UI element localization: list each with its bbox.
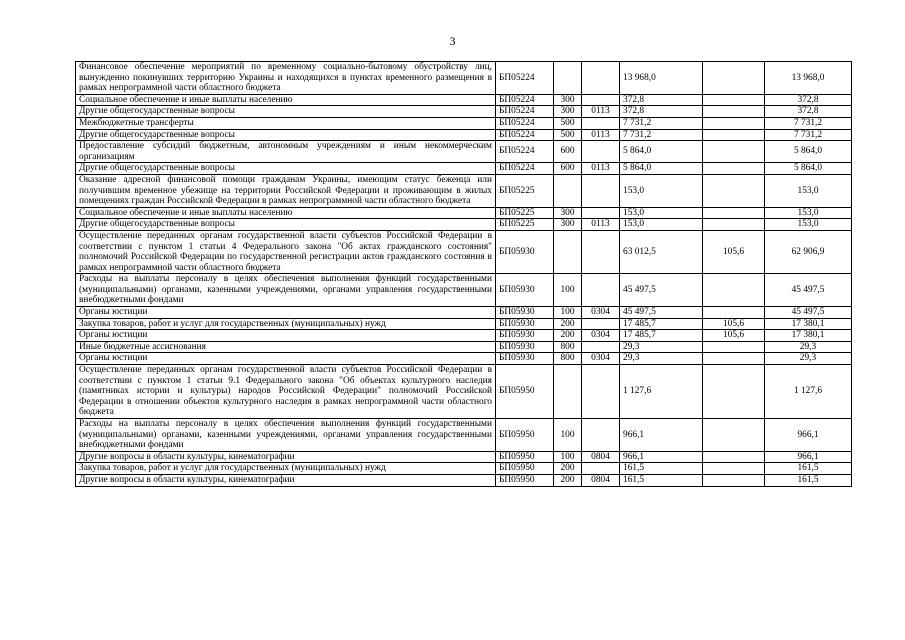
row-name: Оказание адресной финансовой помощи гражданам Украины, имеющим статус беженца или получившим временное убежище на территории Российской Федерации и проживающим в жилых помещениях граждан Российской Федерации в рамках непрограммной части областного бюджета [76,174,496,207]
expense-type: 100 [554,451,582,463]
target-code: БП05930 [496,341,554,353]
row-name: Органы юстиции [76,330,496,342]
federal-amount [703,94,765,106]
target-code: БП05930 [496,307,554,319]
total-amount: 966,1 [620,419,703,452]
table-row [76,207,852,219]
federal-amount [703,341,765,353]
expense-type: 500 [554,129,582,141]
row-name: Другие общегосударственные вопросы [76,129,496,141]
budget-table [75,61,852,487]
federal-amount [703,307,765,319]
section-code: 0113 [582,129,620,141]
federal-amount [703,117,765,129]
page-number: 3 [449,34,456,48]
total-amount: 161,5 [620,474,703,486]
target-code: БП05930 [496,230,554,273]
target-code: БП05930 [496,330,554,342]
federal-amount [703,141,765,163]
total-amount: 153,0 [620,174,703,207]
row-name: Социальное обеспечение и иные выплаты населению [76,207,496,219]
section-code [582,318,620,330]
federal-amount [703,474,765,486]
federal-amount [703,419,765,452]
target-code: БП05225 [496,174,554,207]
row-name: Другие вопросы в области культуры, кинематографии [76,474,496,486]
expense-type: 100 [554,274,582,307]
target-code: БП05950 [496,419,554,452]
expense-type: 800 [554,341,582,353]
row-name: Органы юстиции [76,307,496,319]
table-row [76,463,852,475]
section-code: 0304 [582,330,620,342]
total-amount: 7 731,2 [620,129,703,141]
section-code: 0304 [582,353,620,365]
table-row [76,307,852,319]
section-code [582,141,620,163]
table-row [76,474,852,486]
total-amount: 5 864,0 [620,141,703,163]
budget-table-body [76,62,852,487]
target-code: БП05930 [496,274,554,307]
regional-amount: 45 497,5 [765,307,852,319]
section-code: 0113 [582,106,620,118]
regional-amount: 153,0 [765,207,852,219]
target-code: БП05950 [496,451,554,463]
federal-amount [703,274,765,307]
table-row [76,174,852,207]
regional-amount: 17 380,1 [765,318,852,330]
table-row [76,365,852,419]
target-code: БП05930 [496,318,554,330]
row-name: Осуществление переданных органам государственной власти субъектов Российской Федерации в соответствии с пунктом 1 статьи 4 Федерального закона "Об актах гражданского состояния" полномочий Российской Федерации по государственной регистрации актов гражданского состояния в рамках непрограммной части областного бюджета [76,230,496,273]
row-name: Расходы на выплаты персоналу в целях обеспечения выполнения функций государственными (муниципальными) органами, казенными учреждениями, органами управления государственными внебюджетными фондами [76,419,496,452]
target-code: БП05224 [496,163,554,175]
regional-amount: 161,5 [765,474,852,486]
section-code [582,365,620,419]
row-name: Иные бюджетные ассигнования [76,341,496,353]
table-row [76,451,852,463]
total-amount: 153,0 [620,219,703,231]
federal-amount [703,106,765,118]
row-name: Другие общегосударственные вопросы [76,106,496,118]
expense-type: 100 [554,419,582,452]
expense-type: 200 [554,318,582,330]
federal-amount [703,353,765,365]
federal-amount [703,463,765,475]
federal-amount [703,219,765,231]
row-name: Финансовое обеспечение мероприятий по временному социально-бытовому обустройству лиц, вынужденно покинувших территорию Украины и находящихся в пунктах временного размещения в рамках непрограммной части областного бюджета [76,62,496,95]
total-amount: 29,3 [620,341,703,353]
row-name: Другие общегосударственные вопросы [76,219,496,231]
regional-amount: 1 127,6 [765,365,852,419]
target-code: БП05930 [496,353,554,365]
target-code: БП05224 [496,62,554,95]
target-code: БП05950 [496,463,554,475]
total-amount: 161,5 [620,463,703,475]
row-name: Органы юстиции [76,353,496,365]
total-amount: 372,8 [620,94,703,106]
regional-amount: 45 497,5 [765,274,852,307]
regional-amount: 17 380,1 [765,330,852,342]
regional-amount: 372,8 [765,106,852,118]
expense-type: 200 [554,463,582,475]
total-amount: 7 731,2 [620,117,703,129]
expense-type: 300 [554,207,582,219]
total-amount: 17 485,7 [620,330,703,342]
section-code [582,341,620,353]
expense-type: 300 [554,94,582,106]
row-name: Межбюджетные трансферты [76,117,496,129]
row-name: Другие вопросы в области культуры, кинематографии [76,451,496,463]
expense-type: 600 [554,163,582,175]
section-code [582,230,620,273]
section-code [582,62,620,95]
target-code: БП05224 [496,117,554,129]
total-amount: 17 485,7 [620,318,703,330]
total-amount: 13 968,0 [620,62,703,95]
expense-type: 100 [554,307,582,319]
expense-type [554,174,582,207]
table-row [76,106,852,118]
regional-amount: 153,0 [765,219,852,231]
federal-amount: 105,6 [703,318,765,330]
row-name: Расходы на выплаты персоналу в целях обеспечения выполнения функций государственными (муниципальными) органами, казенными учреждениями, органами управления государственными внебюджетными фондами [76,274,496,307]
table-row [76,219,852,231]
total-amount: 372,8 [620,106,703,118]
regional-amount: 5 864,0 [765,163,852,175]
table-row [76,62,852,95]
expense-type: 300 [554,219,582,231]
row-name: Закупка товаров, работ и услуг для государственных (муниципальных) нужд [76,463,496,475]
federal-amount [703,451,765,463]
target-code: БП05225 [496,219,554,231]
table-row [76,330,852,342]
total-amount: 45 497,5 [620,274,703,307]
section-code [582,174,620,207]
expense-type: 300 [554,106,582,118]
expense-type: 200 [554,474,582,486]
regional-amount: 13 968,0 [765,62,852,95]
total-amount: 153,0 [620,207,703,219]
section-code [582,117,620,129]
expense-type: 500 [554,117,582,129]
expense-type: 800 [554,353,582,365]
row-name: Другие общегосударственные вопросы [76,163,496,175]
regional-amount: 62 906,9 [765,230,852,273]
regional-amount: 372,8 [765,94,852,106]
row-name: Осуществление переданных органам государственной власти субъектов Российской Федерации в соответствии с пунктом 1 статьи 9.1 Федерального закона "Об объектах культурного наследия (памятниках истории и культуры) народов Российской Федерации" полномочий Российской Федерации в отношении объектов культурного наследия в рамках непрограммной части областного бюджета [76,365,496,419]
section-code [582,274,620,307]
expense-type [554,62,582,95]
regional-amount: 29,3 [765,353,852,365]
table-row [76,141,852,163]
federal-amount [703,129,765,141]
row-name: Закупка товаров, работ и услуг для государственных (муниципальных) нужд [76,318,496,330]
expense-type [554,230,582,273]
federal-amount [703,163,765,175]
total-amount: 1 127,6 [620,365,703,419]
total-amount: 5 864,0 [620,163,703,175]
table-row [76,163,852,175]
regional-amount: 7 731,2 [765,117,852,129]
regional-amount: 29,3 [765,341,852,353]
row-name: Предоставление субсидий бюджетным, автономным учреждениям и иным некоммерческим организациям [76,141,496,163]
regional-amount: 161,5 [765,463,852,475]
table-row [76,419,852,452]
section-code: 0113 [582,163,620,175]
target-code: БП05224 [496,129,554,141]
table-row [76,129,852,141]
total-amount: 63 012,5 [620,230,703,273]
table-row [76,274,852,307]
expense-type: 200 [554,330,582,342]
section-code [582,94,620,106]
expense-type [554,365,582,419]
target-code: БП05224 [496,141,554,163]
federal-amount: 105,6 [703,330,765,342]
federal-amount: 105,6 [703,230,765,273]
section-code [582,419,620,452]
regional-amount: 966,1 [765,419,852,452]
row-name: Социальное обеспечение и иные выплаты населению [76,94,496,106]
target-code: БП05224 [496,106,554,118]
target-code: БП05224 [496,94,554,106]
section-code: 0804 [582,474,620,486]
federal-amount [703,207,765,219]
target-code: БП05225 [496,207,554,219]
table-row [76,230,852,273]
regional-amount: 7 731,2 [765,129,852,141]
target-code: БП05950 [496,365,554,419]
federal-amount [703,174,765,207]
total-amount: 966,1 [620,451,703,463]
target-code: БП05950 [496,474,554,486]
table-row [76,94,852,106]
table-row [76,341,852,353]
table-row [76,318,852,330]
section-code: 0804 [582,451,620,463]
regional-amount: 5 864,0 [765,141,852,163]
total-amount: 45 497,5 [620,307,703,319]
federal-amount [703,365,765,419]
section-code: 0113 [582,219,620,231]
section-code [582,463,620,475]
section-code [582,207,620,219]
table-row [76,117,852,129]
section-code: 0304 [582,307,620,319]
table-row [76,353,852,365]
total-amount: 29,3 [620,353,703,365]
federal-amount [703,62,765,95]
regional-amount: 153,0 [765,174,852,207]
regional-amount: 966,1 [765,451,852,463]
expense-type: 600 [554,141,582,163]
